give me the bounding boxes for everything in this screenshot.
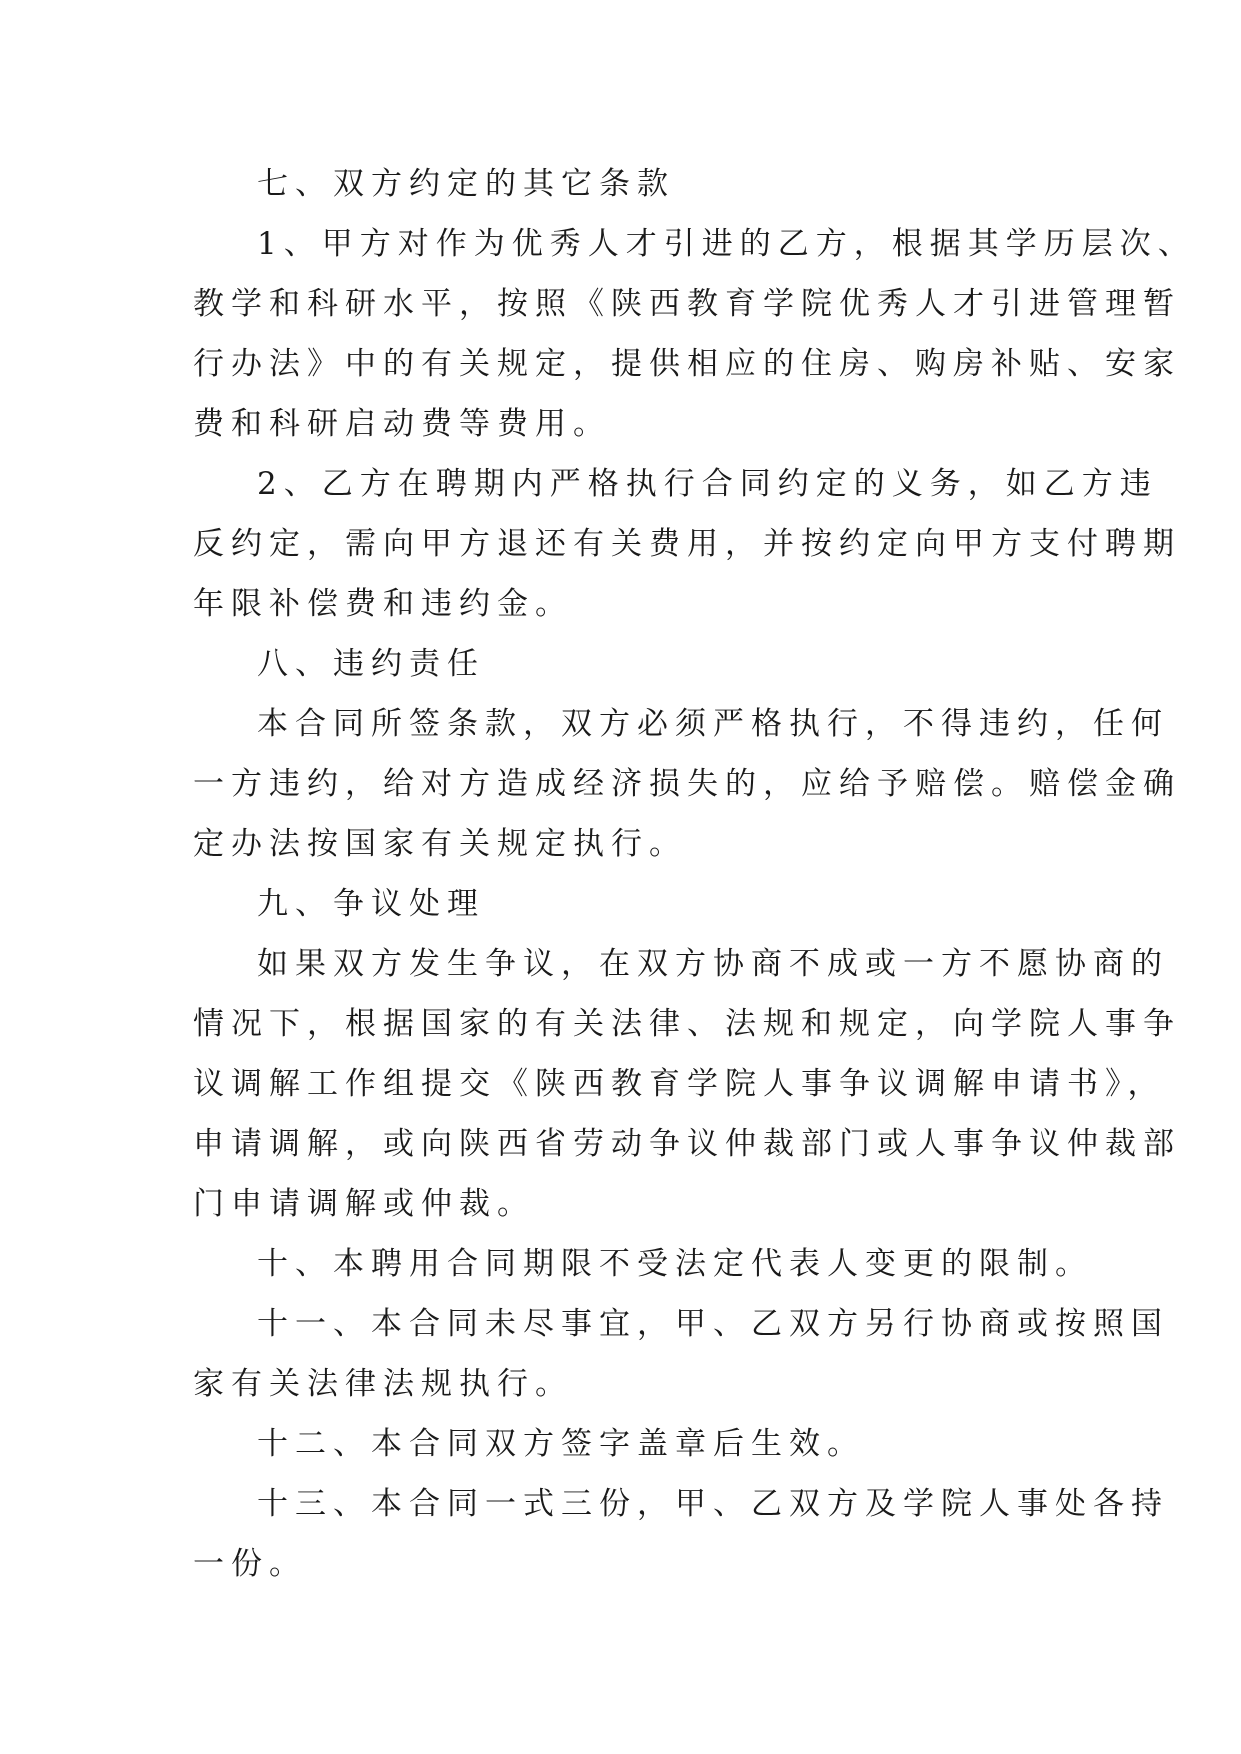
paragraph-9-line: 门申请调解或仲裁。 [193,1186,535,1222]
clause-7-2-line: 年限补偿费和违约金。 [193,586,573,622]
paragraph-9-line: 议调解工作组提交《陕西教育学院人事争议调解申请书》， [193,1066,1166,1102]
clause-7-2-line: 反约定，需向甲方退还有关费用，并按约定向甲方支付聘期 [193,526,1181,562]
section-13-line: 十三、本合同一式三份，甲、乙双方及学院人事处各持 [257,1486,1169,1522]
paragraph-9-line: 申请调解，或向陕西省劳动争议仲裁部门或人事争议仲裁部 [193,1126,1181,1162]
clause-7-1-line: 1、甲方对作为优秀人才引进的乙方，根据其学历层次、 [257,226,1196,262]
clause-7-1-line: 费和科研启动费等费用。 [193,406,611,442]
paragraph-8-line: 定办法按国家有关规定执行。 [193,826,687,862]
paragraph-8-line: 一方违约，给对方造成经济损失的，应给予赔偿。赔偿金确 [193,766,1181,802]
clause-7-1-line: 行办法》中的有关规定，提供相应的住房、购房补贴、安家 [193,346,1181,382]
section-heading-7: 七、双方约定的其它条款 [257,166,675,202]
section-13-line: 一份。 [193,1546,307,1582]
paragraph-8-line: 本合同所签条款，双方必须严格执行，不得违约，任何 [257,706,1169,742]
paragraph-9-line: 如果双方发生争议，在双方协商不成或一方不愿协商的 [257,946,1169,982]
section-12: 十二、本合同双方签字盖章后生效。 [257,1426,865,1462]
section-10: 十、本聘用合同期限不受法定代表人变更的限制。 [257,1246,1093,1282]
section-11-line: 十一、本合同未尽事宜，甲、乙双方另行协商或按照国 [257,1306,1169,1342]
section-heading-8: 八、违约责任 [257,646,485,682]
section-11-line: 家有关法律法规执行。 [193,1366,573,1402]
section-heading-9: 九、争议处理 [257,886,485,922]
clause-7-2-line: 2、乙方在聘期内严格执行合同约定的义务，如乙方违 [257,466,1158,502]
clause-7-1-line: 教学和科研水平，按照《陕西教育学院优秀人才引进管理暂 [193,286,1181,322]
paragraph-9-line: 情况下，根据国家的有关法律、法规和规定，向学院人事争 [193,1006,1181,1042]
